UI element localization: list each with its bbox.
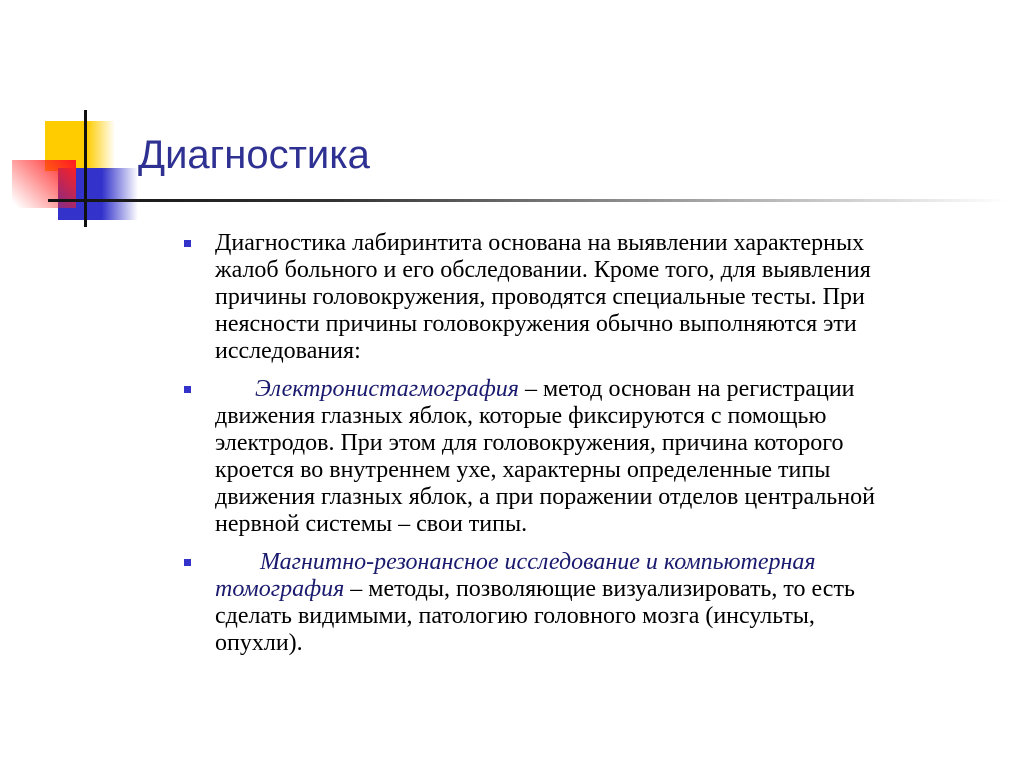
text-line [215,576,1015,603]
text-line: движения глазных яблок, а при поражении отделов центральной [215,484,875,510]
text: – методы, позволяющие визуализировать, то есть [344,576,855,602]
slide-title: Диагностика [138,133,370,177]
text: – метод основан на регистрации [518,376,855,402]
text-line: нервной системы – свои типы. [215,511,528,537]
text-line: исследования: [215,338,361,364]
bullet-item [215,376,1015,538]
bullet-square-icon [184,240,191,247]
slide-body [215,230,1015,668]
text-line: электродов. При этом для головокружения, причина которого [215,430,844,456]
title-underline [48,199,1008,202]
text-line: причины головокружения, проводятся специальные тесты. При [215,284,865,310]
text-line: движения глазных яблок, которые фиксируются с помощью [215,403,827,429]
term: Электронистагмография [255,376,519,402]
text-line: сделать видимыми, патологию головного мозга (инсульты, [215,603,815,629]
term: Магнитно-резонансное исследование и компьютерная [260,549,816,575]
text-line: жалоб больного и его обследовании. Кроме того, для выявления [215,257,871,283]
bullet-square-icon [184,559,191,566]
decor-vertical-line [84,110,87,227]
term: томография [215,576,345,602]
text-line: Диагностика лабиринтита основана на выявлении характерных [215,230,865,256]
bullet-item [215,230,1015,365]
text-line: неясности причины головокружения обычно выполняются эти [215,311,857,337]
text-line: опухли). [215,630,303,656]
text-line [215,549,1015,576]
text-line [215,376,1015,403]
text-line: кроется во внутреннем ухе, характерны определенные типы [215,457,831,483]
bullet-item [215,549,1015,657]
bullet-square-icon [184,386,191,393]
